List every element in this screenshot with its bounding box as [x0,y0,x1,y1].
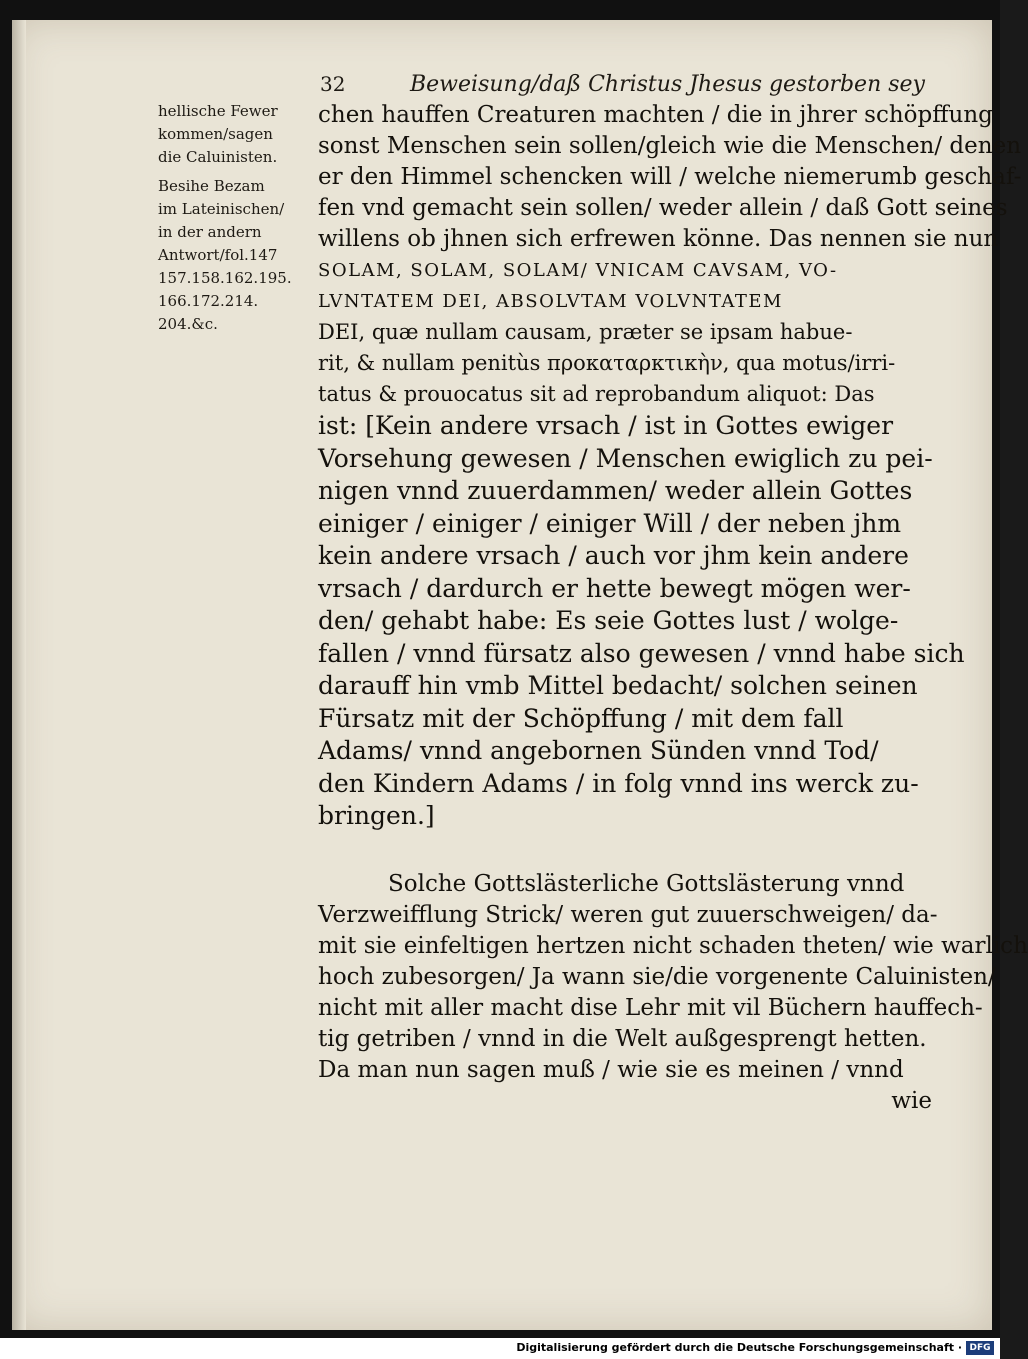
text-line: sonst Menschen sein sollen/gleich wie die Menschen/ denen [318,133,1022,159]
margin-note-line: 204.&c. [158,315,218,333]
running-head: Beweisung/daß Christus Jhesus gestorben sey [410,72,925,97]
text-line: fen vnd gemacht sein sollen/ weder allein / daß Gott seines [318,195,1008,221]
text-line: einiger / einiger / einiger Will / der neben jhm [318,508,902,538]
text-line: er den Himmel schencken will / welche niemerumb geschaf- [318,164,1022,190]
margin-note-line: die Caluinisten. [158,148,278,166]
main-text [318,100,1028,1117]
margin-note-line: im Lateinischen/ [158,200,285,218]
text-line: hoch zubesorgen/ Ja wann sie/die vorgenente Caluinisten/ [318,963,996,990]
text-line: vrsach / dardurch er hette bewegt mögen wer- [318,573,911,603]
text-line: nicht mit aller macht dise Lehr mit vil Büchern hauffech- [318,994,983,1021]
text-line: den Kindern Adams / in folg vnnd ins werck zu- [318,768,919,798]
dfg-logo-icon: DFG [966,1341,994,1355]
text-line: den/ gehabt habe: Es seie Gottes lust / wolge- [318,606,899,635]
margin-note-line: kommen/sagen [158,125,273,143]
text-line: fallen / vnnd fürsatz also gewesen / vnnd habe sich [318,638,965,668]
text-line: LVNTATEM DEI, ABSOLVTAM VOLVNTATEM [318,291,783,312]
text-line: rit, & nullam penitùs προκαταρκτικὴν, qua motus/irri- [318,351,896,375]
text-line: Da man nun sagen muß / wie sie es meinen / vnnd [318,1056,904,1083]
catchword: wie [891,1087,932,1114]
text-line: ist: [Kein andere vrsach / ist in Gottes ewiger [318,411,894,440]
text-line: Adams/ vnnd angebornen Sünden vnnd Tod/ [318,736,879,765]
page-number: 32 [320,72,346,96]
text-line: Fürsatz mit der Schöpffung / mit dem fall [318,703,844,733]
text-line: Vorsehung gewesen / Menschen ewiglich zu pei- [318,443,933,473]
footer-credit: Digitalisierung gefördert durch die Deutsche Forschungsgemeinschaft · [516,1341,962,1354]
text-line: SOLAM, SOLAM, SOLAM/ VNICAM CAVSAM, VO- [318,260,838,281]
text-line: Solche Gottslästerliche Gottslästerung vnnd [388,870,905,897]
footer-bar [0,1338,1000,1359]
margin-note-line: 166.172.214. [158,292,259,310]
text-line: Verzweifflung Strick/ weren gut zuuerschweigen/ da- [318,901,938,928]
margin-notes [158,100,323,336]
text-line: chen hauffen Creaturen machten / die in jhrer schöpffung [318,102,993,128]
text-line: willens ob jhnen sich erfrewen könne. Das nennen sie nun [318,226,999,252]
text-line: mit sie einfeltigen hertzen nicht schaden theten/ wie warlich [318,932,1028,959]
margin-note-line: Besihe Bezam [158,177,265,195]
text-line: nigen vnnd zuuerdammen/ weder allein Gottes [318,476,913,505]
text-line: tatus & prouocatus sit ad reprobandum aliquot: Das [318,382,875,406]
margin-note-line: Antwort/fol.147 [158,246,278,264]
text-line: kein andere vrsach / auch vor jhm kein andere [318,541,909,570]
text-line: tig getriben / vnnd in die Welt außgesprengt hetten. [318,1025,927,1052]
margin-note-line: hellische Fewer [158,102,278,120]
text-line: DEI, quæ nullam causam, præter se ipsam habue- [318,320,853,344]
page-edge-shadow [12,20,26,1330]
margin-note-line: in der andern [158,223,262,241]
text-line: bringen.] [318,801,435,830]
margin-note-line: 157.158.162.195. [158,269,292,287]
text-line: darauff hin vmb Mittel bedacht/ solchen seinen [318,671,918,700]
